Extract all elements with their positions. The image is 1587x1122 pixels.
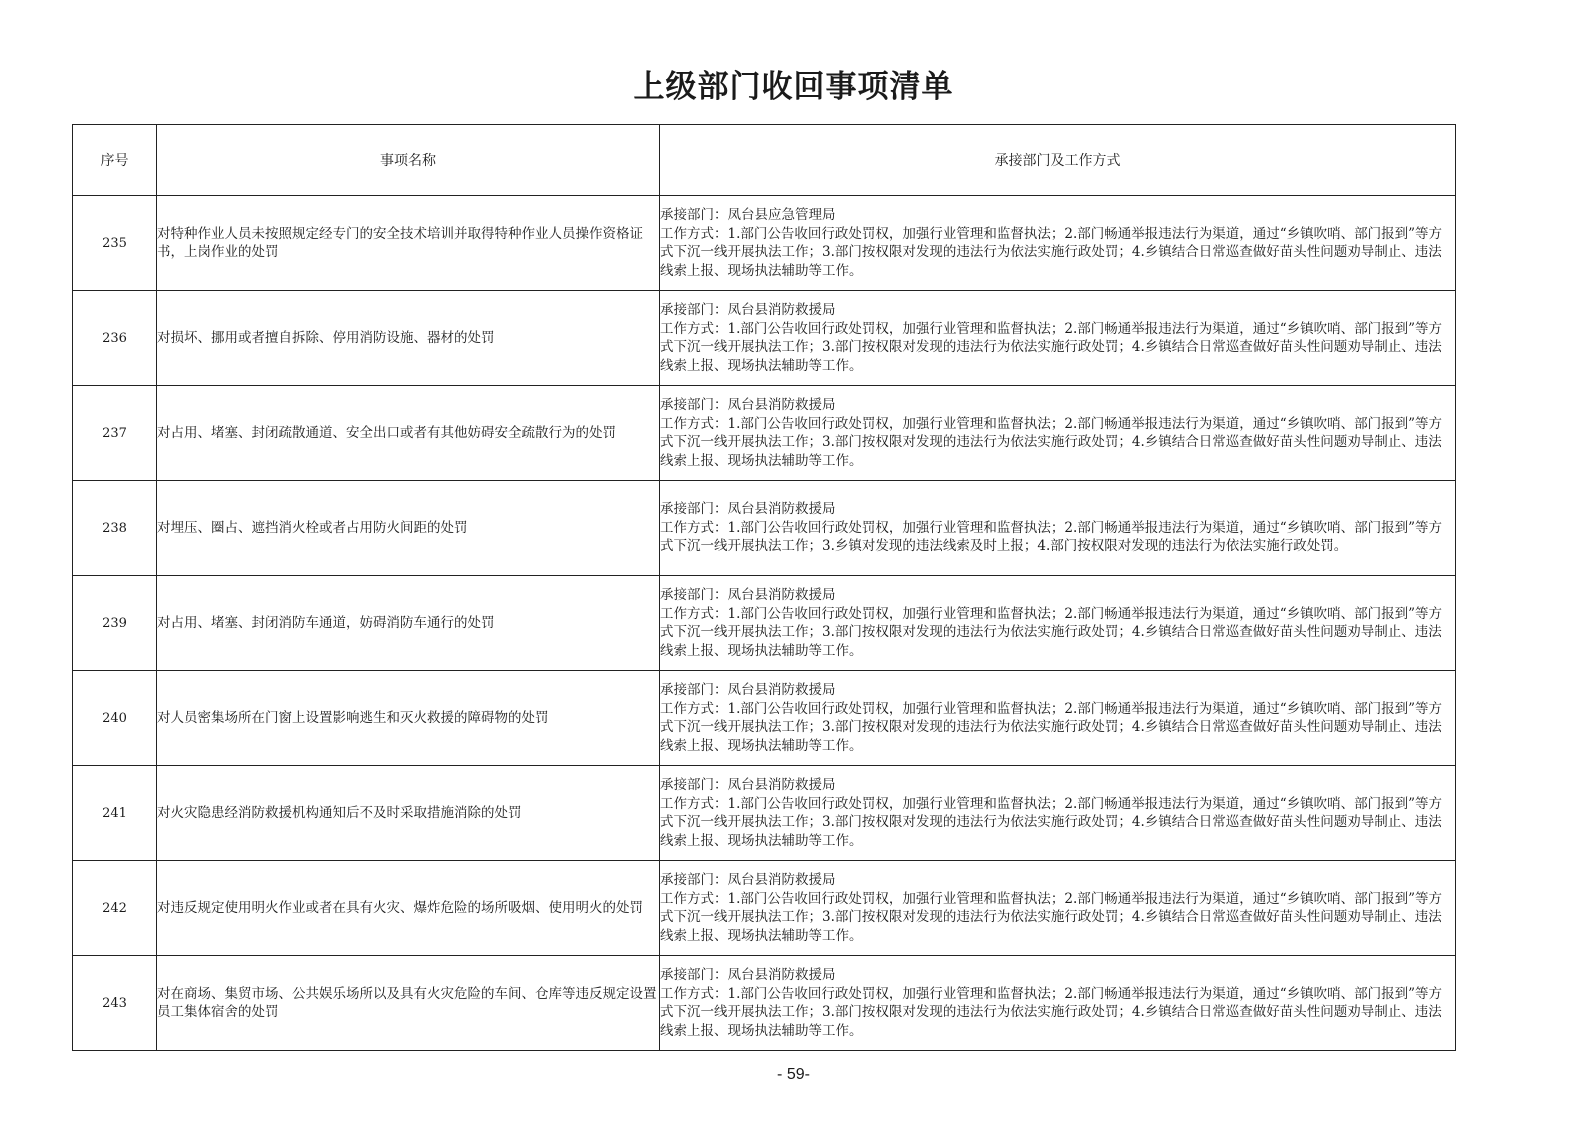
table-header-row (73, 125, 1456, 196)
row-work-method: 工作方式：1.部门公告收回行政处罚权，加强行业管理和监督执法；2.部门畅通举报违法行为渠道，通过“乡镇吹哨、部门报到”等方式下沉一线开展执法工作；3.乡镇对发现的违法线索及时上报；4.部门按权限对发现的违法行为依法实施行政处罚。 (660, 519, 1443, 555)
row-department: 承接部门：凤台县消防救援局 (660, 777, 836, 793)
table-row (73, 196, 1456, 291)
row-item-name: 对占用、堵塞、封闭疏散通道、安全出口或者有其他妨碍安全疏散行为的处罚 (157, 386, 660, 481)
row-work-method: 工作方式：1.部门公告收回行政处罚权，加强行业管理和监督执法；2.部门畅通举报违法行为渠道，通过“乡镇吹哨、部门报到”等方式下沉一线开展执法工作；3.部门按权限对发现的违法行为依法实施行政处罚；4.乡镇结合日常巡查做好苗头性问题劝导制止、违法线索上报、现场执法辅助等工作。 (660, 700, 1443, 754)
row-work-method: 工作方式：1.部门公告收回行政处罚权，加强行业管理和监督执法；2.部门畅通举报违法行为渠道，通过“乡镇吹哨、部门报到”等方式下沉一线开展执法工作；3.部门按权限对发现的违法行为依法实施行政处罚；4.乡镇结合日常巡查做好苗头性问题劝导制止、违法线索上报、现场执法辅助等工作。 (660, 795, 1443, 849)
header-item-name: 事项名称 (157, 125, 660, 196)
row-department-method (660, 386, 1456, 481)
table-row (73, 291, 1456, 386)
row-department-method (660, 861, 1456, 956)
row-item-name: 对埋压、圈占、遮挡消火栓或者占用防火间距的处罚 (157, 481, 660, 576)
row-department: 承接部门：凤台县消防救援局 (660, 682, 836, 698)
table-row (73, 956, 1456, 1051)
row-department-method (660, 671, 1456, 766)
row-item-name: 对特种作业人员未按照规定经专门的安全技术培训并取得特种作业人员操作资格证书，上岗作业的处罚 (157, 196, 660, 291)
row-number: 238 (73, 481, 157, 576)
table-row (73, 481, 1456, 576)
page-number: - 59- (777, 1066, 810, 1083)
row-number: 240 (73, 671, 157, 766)
row-department: 承接部门：凤台县消防救援局 (660, 967, 836, 983)
row-item-name: 对损坏、挪用或者擅自拆除、停用消防设施、器材的处罚 (157, 291, 660, 386)
row-department: 承接部门：凤台县应急管理局 (660, 207, 836, 223)
row-number: 242 (73, 861, 157, 956)
row-work-method: 工作方式：1.部门公告收回行政处罚权，加强行业管理和监督执法；2.部门畅通举报违法行为渠道，通过“乡镇吹哨、部门报到”等方式下沉一线开展执法工作；3.部门按权限对发现的违法行为依法实施行政处罚；4.乡镇结合日常巡查做好苗头性问题劝导制止、违法线索上报、现场执法辅助等工作。 (660, 890, 1443, 944)
row-work-method: 工作方式：1.部门公告收回行政处罚权，加强行业管理和监督执法；2.部门畅通举报违法行为渠道，通过“乡镇吹哨、部门报到”等方式下沉一线开展执法工作；3.部门按权限对发现的违法行为依法实施行政处罚；4.乡镇结合日常巡查做好苗头性问题劝导制止、违法线索上报、现场执法辅助等工作。 (660, 605, 1443, 659)
items-table (72, 124, 1456, 1051)
header-serial-number: 序号 (73, 125, 157, 196)
row-work-method: 工作方式：1.部门公告收回行政处罚权，加强行业管理和监督执法；2.部门畅通举报违法行为渠道，通过“乡镇吹哨、部门报到”等方式下沉一线开展执法工作；3.部门按权限对发现的违法行为依法实施行政处罚；4.乡镇结合日常巡查做好苗头性问题劝导制止、违法线索上报、现场执法辅助等工作。 (660, 320, 1443, 374)
table-row (73, 386, 1456, 481)
row-department: 承接部门：凤台县消防救援局 (660, 302, 836, 318)
row-work-method: 工作方式：1.部门公告收回行政处罚权，加强行业管理和监督执法；2.部门畅通举报违法行为渠道，通过“乡镇吹哨、部门报到”等方式下沉一线开展执法工作；3.部门按权限对发现的违法行为依法实施行政处罚；4.乡镇结合日常巡查做好苗头性问题劝导制止、违法线索上报、现场执法辅助等工作。 (660, 415, 1443, 469)
row-department: 承接部门：凤台县消防救援局 (660, 587, 836, 603)
page-title: 上级部门收回事项清单 (633, 69, 954, 105)
row-department-method (660, 956, 1456, 1051)
header-department-method: 承接部门及工作方式 (660, 125, 1456, 196)
row-department: 承接部门：凤台县消防救援局 (660, 872, 836, 888)
row-department: 承接部门：凤台县消防救援局 (660, 397, 836, 413)
row-item-name: 对火灾隐患经消防救援机构通知后不及时采取措施消除的处罚 (157, 766, 660, 861)
row-number: 241 (73, 766, 157, 861)
row-work-method: 工作方式：1.部门公告收回行政处罚权，加强行业管理和监督执法；2.部门畅通举报违法行为渠道，通过“乡镇吹哨、部门报到”等方式下沉一线开展执法工作；3.部门按权限对发现的违法行为依法实施行政处罚；4.乡镇结合日常巡查做好苗头性问题劝导制止、违法线索上报、现场执法辅助等工作。 (660, 225, 1443, 279)
row-department-method (660, 766, 1456, 861)
row-department-method (660, 576, 1456, 671)
row-item-name: 对人员密集场所在门窗上设置影响逃生和灭火救援的障碍物的处罚 (157, 671, 660, 766)
row-department-method (660, 291, 1456, 386)
row-number: 235 (73, 196, 157, 291)
row-number: 243 (73, 956, 157, 1051)
table-row (73, 861, 1456, 956)
row-department-method (660, 196, 1456, 291)
row-work-method: 工作方式：1.部门公告收回行政处罚权，加强行业管理和监督执法；2.部门畅通举报违法行为渠道，通过“乡镇吹哨、部门报到”等方式下沉一线开展执法工作；3.部门按权限对发现的违法行为依法实施行政处罚；4.乡镇结合日常巡查做好苗头性问题劝导制止、违法线索上报、现场执法辅助等工作。 (660, 985, 1443, 1039)
table-row (73, 671, 1456, 766)
row-number: 239 (73, 576, 157, 671)
row-department: 承接部门：凤台县消防救援局 (660, 501, 836, 518)
row-item-name: 对违反规定使用明火作业或者在具有火灾、爆炸危险的场所吸烟、使用明火的处罚 (157, 861, 660, 956)
table-row (73, 576, 1456, 671)
row-number: 237 (73, 386, 157, 481)
table-row (73, 766, 1456, 861)
row-number: 236 (73, 291, 157, 386)
row-department-method (660, 481, 1456, 576)
row-item-name: 对占用、堵塞、封闭消防车通道，妨碍消防车通行的处罚 (157, 576, 660, 671)
row-item-name: 对在商场、集贸市场、公共娱乐场所以及具有火灾危险的车间、仓库等违反规定设置员工集体宿舍的处罚 (157, 956, 660, 1051)
